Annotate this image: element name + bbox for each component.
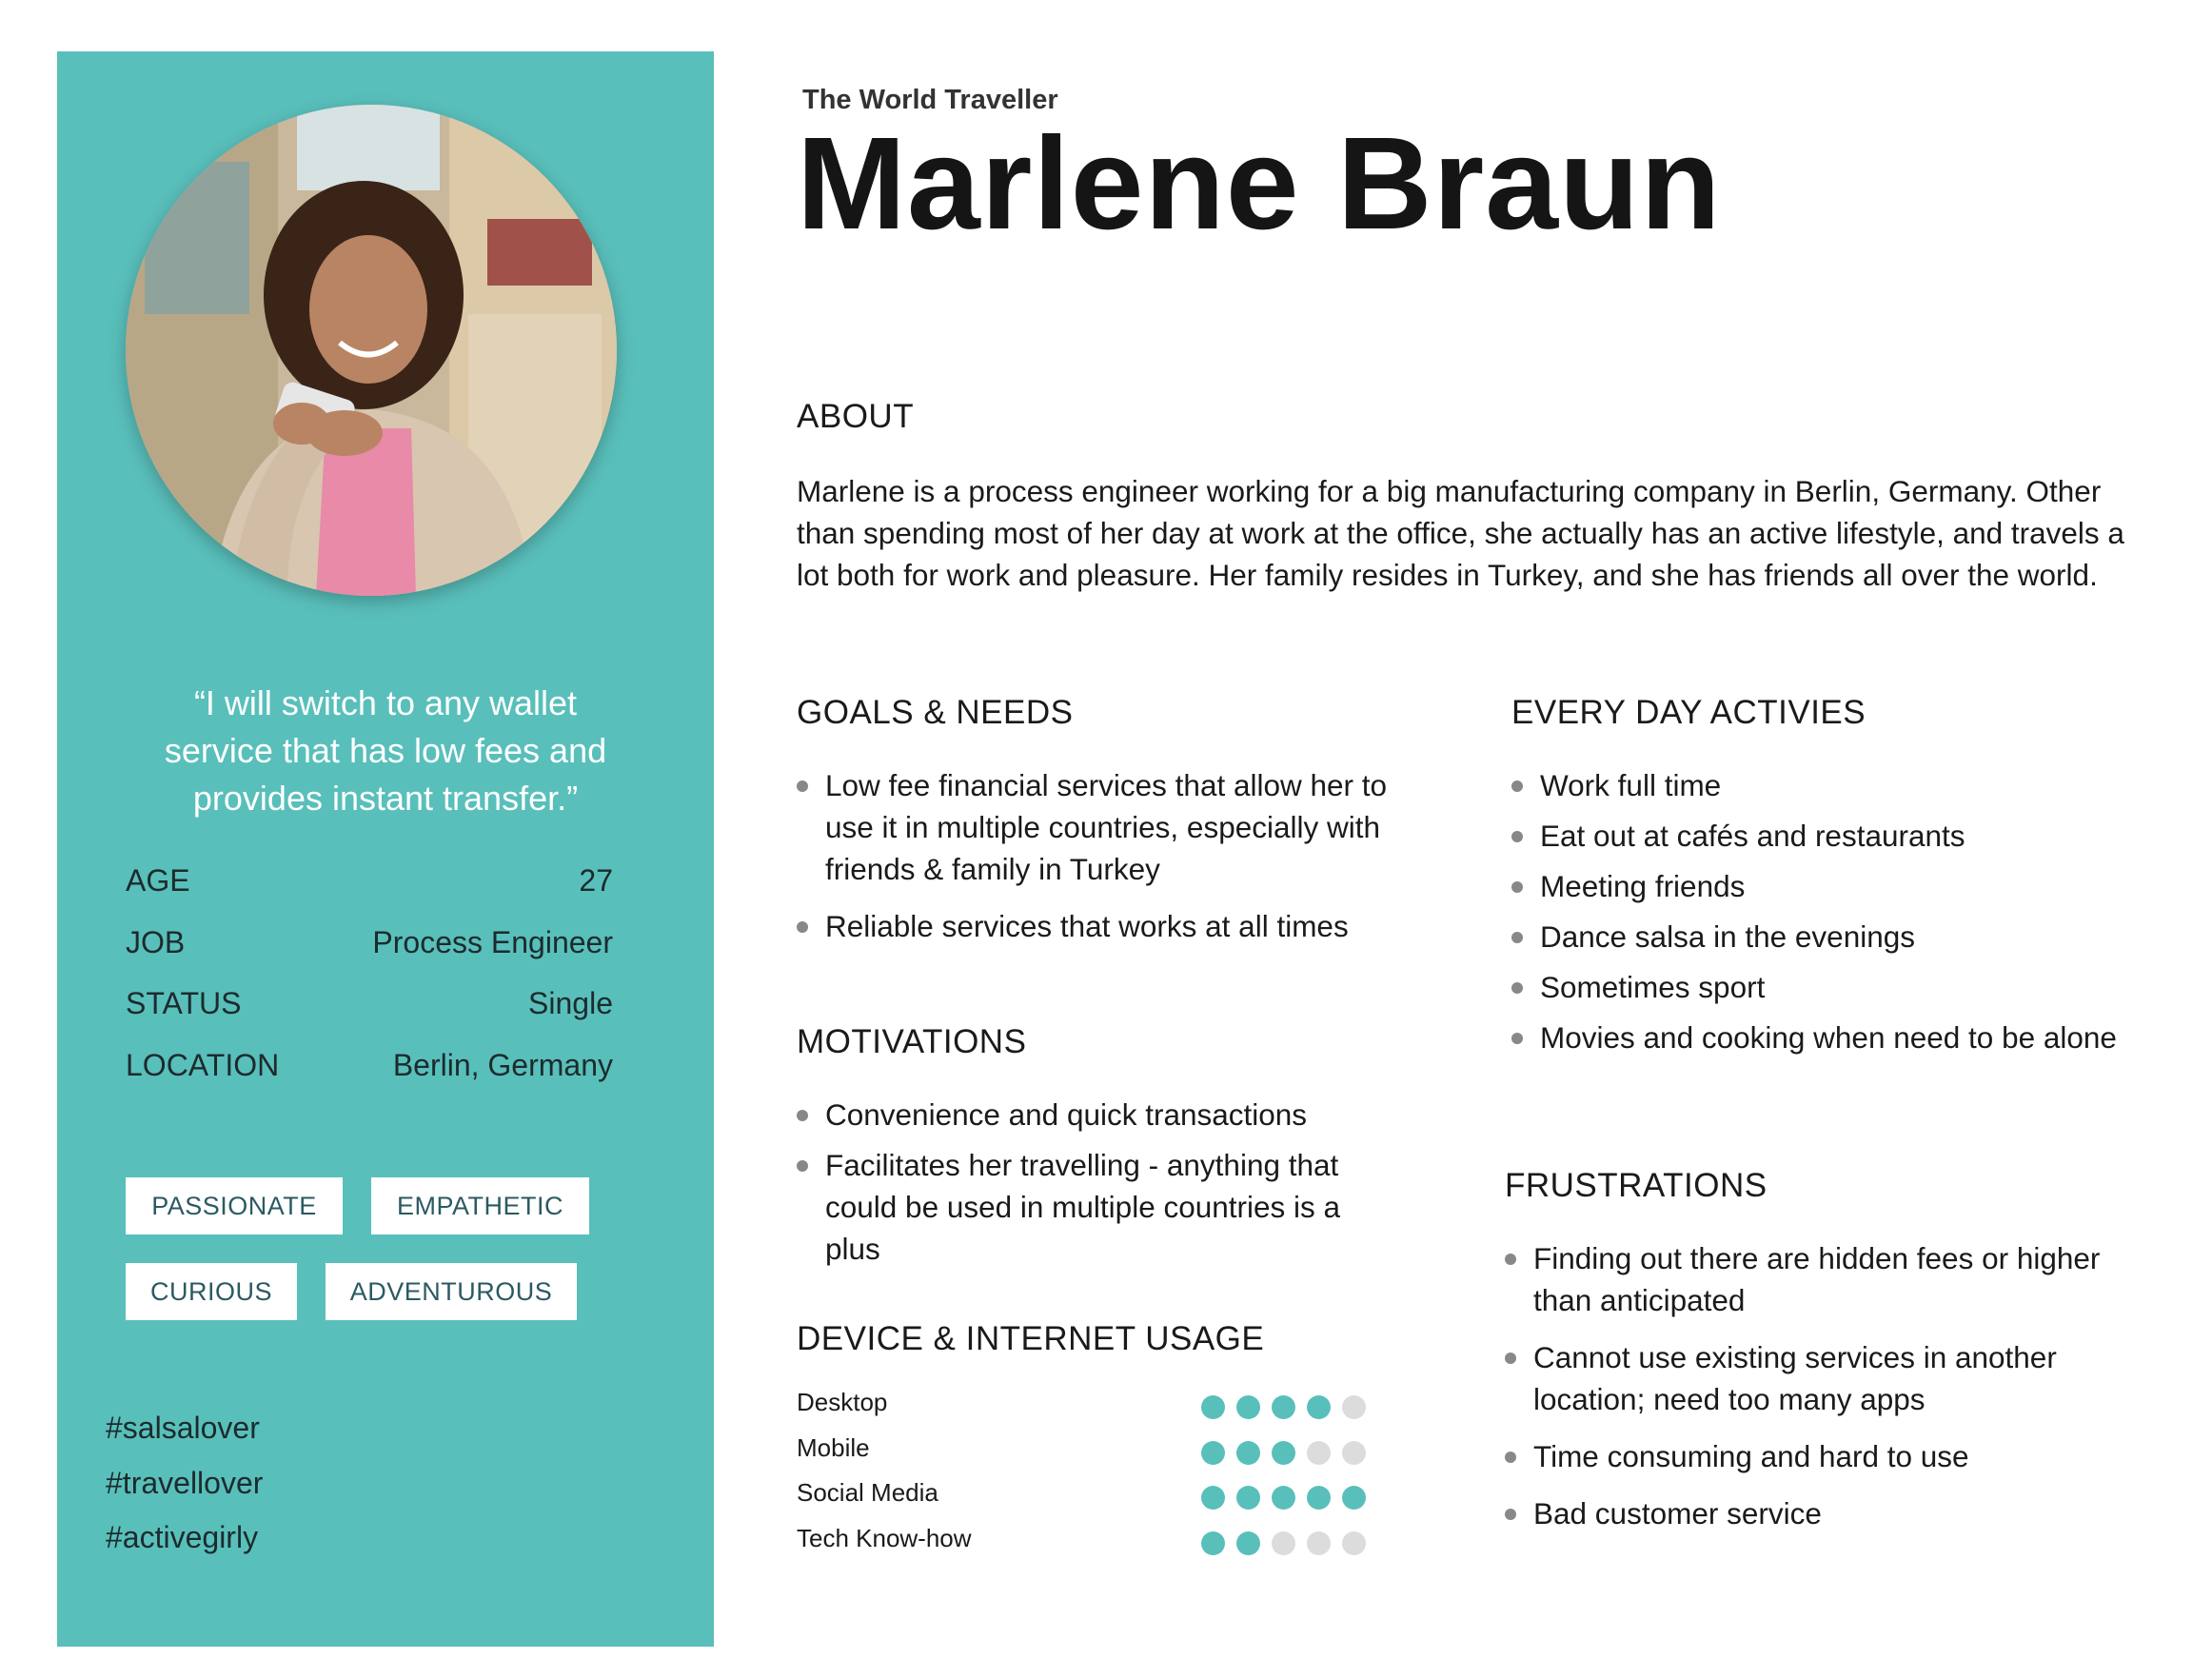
persona-quote: “I will switch to any wallet service that has low fees and provides instant transfer.” <box>164 683 607 818</box>
usage-row <box>797 1478 1368 1524</box>
usage-row <box>797 1388 1368 1433</box>
trait-tag: PASSIONATE <box>126 1177 343 1234</box>
hashtag-list <box>106 1411 263 1575</box>
persona-subtitle: The World Traveller <box>802 85 1058 115</box>
usage-label: Desktop <box>797 1388 888 1416</box>
fact-label: JOB <box>126 924 186 959</box>
usage-rating <box>1201 1486 1366 1510</box>
rating-dot-filled <box>1236 1441 1260 1465</box>
usage-row <box>797 1524 1368 1570</box>
trait-tag: EMPATHETIC <box>371 1177 589 1234</box>
fact-value: 27 <box>579 863 613 898</box>
fact-label: STATUS <box>126 986 242 1021</box>
usage-rating <box>1201 1441 1366 1465</box>
usage-rating <box>1201 1531 1366 1555</box>
persona-name: Marlene Braun <box>797 110 1722 257</box>
frustrations-list <box>1505 1237 2114 1534</box>
rating-dot-filled <box>1201 1531 1225 1555</box>
rating-dot-filled <box>1272 1395 1295 1419</box>
list-item: Sometimes sport <box>1511 966 2178 1017</box>
hashtag: #travellover <box>106 1465 264 1500</box>
list-item: Dance salsa in the evenings <box>1511 916 2178 966</box>
list-item: Convenience and quick transactions <box>797 1094 1387 1136</box>
rating-dot-filled <box>1307 1486 1331 1510</box>
list-item: Movies and cooking when need to be alone <box>1511 1017 2178 1067</box>
fact-value: Process Engineer <box>372 924 613 959</box>
activities-heading: EVERY DAY ACTIVIES <box>1511 694 1866 731</box>
fact-age <box>126 863 613 925</box>
usage-row <box>797 1433 1368 1479</box>
rating-dot-filled <box>1272 1486 1295 1510</box>
rating-dot-filled <box>1201 1441 1225 1465</box>
rating-dot-filled <box>1236 1531 1260 1555</box>
rating-dot-filled <box>1342 1486 1366 1510</box>
rating-dot-empty <box>1342 1531 1366 1555</box>
list-item: Low fee financial services that allow her to use it in multiple countries, especially with friends & family in Turkey <box>797 764 1425 890</box>
fact-status <box>126 986 613 1048</box>
usage-label: Mobile <box>797 1432 870 1462</box>
persona-photo <box>126 105 617 596</box>
persona-facts <box>126 863 613 1110</box>
trait-tag: ADVENTUROUS <box>326 1263 577 1320</box>
list-item: Cannot use existing services in another location; need too many apps <box>1505 1336 2114 1420</box>
about-text: Marlene is a process engineer working for a big manufacturing company in Berlin, Germany. Other than spending most of her day at work at the office, she actually has an active lifestyle, and travels a lot both for work and pleasure. Her family resides in Turkey, and she has friends all over the world. <box>797 474 2124 592</box>
fact-location <box>126 1048 613 1110</box>
fact-label: AGE <box>126 863 190 898</box>
rating-dot-empty <box>1307 1531 1331 1555</box>
device-usage-table <box>797 1388 1368 1569</box>
device-usage-heading: DEVICE & INTERNET USAGE <box>797 1320 1265 1357</box>
rating-dot-filled <box>1272 1441 1295 1465</box>
fact-job <box>126 925 613 987</box>
hashtag: #salsalover <box>106 1411 260 1445</box>
usage-label: Tech Know-how <box>797 1523 972 1552</box>
list-item: Reliable services that works at all times <box>797 905 1425 947</box>
rating-dot-filled <box>1236 1486 1260 1510</box>
motivations-heading: MOTIVATIONS <box>797 1023 1027 1060</box>
frustrations-heading: FRUSTRATIONS <box>1505 1167 1768 1204</box>
goals-heading: GOALS & NEEDS <box>797 694 1074 731</box>
fact-value: Single <box>528 986 613 1021</box>
rating-dot-empty <box>1342 1395 1366 1419</box>
rating-dot-empty <box>1307 1441 1331 1465</box>
about-heading: ABOUT <box>797 398 915 435</box>
rating-dot-filled <box>1201 1395 1225 1419</box>
rating-dot-filled <box>1236 1395 1260 1419</box>
list-item: Finding out there are hidden fees or higher than anticipated <box>1505 1237 2114 1321</box>
list-item: Work full time <box>1511 764 2178 815</box>
list-item: Time consuming and hard to use <box>1505 1435 2114 1477</box>
rating-dot-empty <box>1342 1441 1366 1465</box>
rating-dot-empty <box>1272 1531 1295 1555</box>
list-item: Facilitates her travelling - anything that could be used in multiple countries is a plus <box>797 1144 1387 1270</box>
hashtag: #activegirly <box>106 1520 259 1554</box>
rating-dot-filled <box>1201 1486 1225 1510</box>
list-item: Eat out at cafés and restaurants <box>1511 815 2178 865</box>
list-item: Bad customer service <box>1505 1492 2114 1534</box>
list-item: Meeting friends <box>1511 865 2178 916</box>
motivations-list <box>797 1094 1387 1270</box>
usage-rating <box>1201 1395 1366 1419</box>
fact-value: Berlin, Germany <box>392 1048 613 1083</box>
usage-label: Social Media <box>797 1478 938 1507</box>
goals-list <box>797 764 1425 947</box>
trait-tag: CURIOUS <box>126 1263 297 1320</box>
rating-dot-filled <box>1307 1395 1331 1419</box>
activities-list <box>1511 764 2178 1067</box>
fact-label: LOCATION <box>126 1048 280 1083</box>
